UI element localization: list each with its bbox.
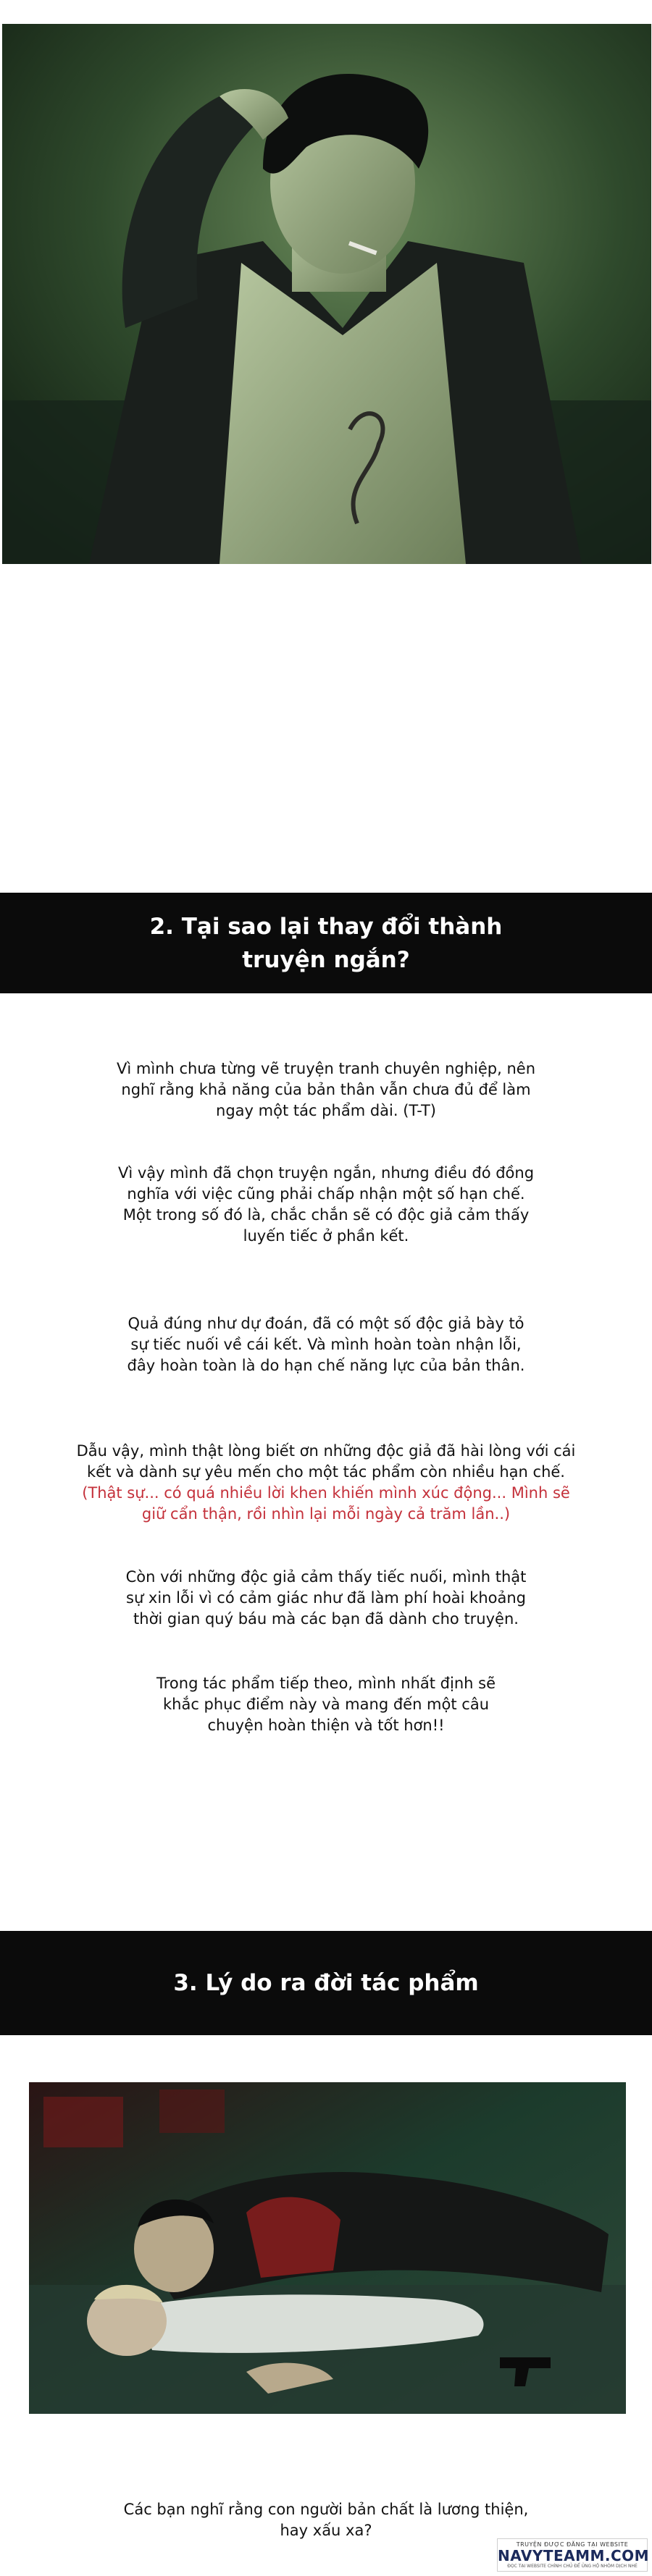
paragraph-line: khắc phục điểm này và mang đến một câu bbox=[162, 1696, 489, 1713]
section-3-banner bbox=[0, 1931, 652, 2035]
comic-panel-two-men-on-floor bbox=[29, 2082, 626, 2414]
paragraph-5-note bbox=[72, 1483, 580, 1525]
paragraph-3 bbox=[87, 1313, 565, 1376]
paragraph-line: nghĩ rằng khả năng của bản thân vẫn chưa đủ để làm bbox=[121, 1081, 531, 1098]
paragraph-line: Còn với những độc giả cảm thấy tiếc nuối, mình thật bbox=[125, 1568, 527, 1586]
site-watermark bbox=[497, 2538, 648, 2572]
paragraph-line: (Thật sự... có quá nhiều lời khen khiến mình xúc động... Mình sẽ bbox=[82, 1484, 570, 1502]
paragraph-line: Một trong số đó là, chắc chắn sẽ có độc giả cảm thấy bbox=[122, 1206, 530, 1224]
watermark-sub-text: ĐỌC TẠI WEBSITE CHÍNH CHỦ ĐỂ ỦNG HỘ NHÓM DỊCH NHÉ bbox=[507, 2564, 638, 2569]
section-2-title-line-1: 2. Tại sao lại thay đổi thành bbox=[149, 913, 503, 940]
section-2-title-line-2: truyện ngắn? bbox=[242, 946, 410, 973]
paragraph-line: Dẫu vậy, mình thật lòng biết ơn những độc giả đã hài lòng với cái bbox=[76, 1442, 576, 1460]
paragraph-7 bbox=[87, 1673, 565, 1736]
paragraph-2 bbox=[87, 1163, 565, 1247]
paragraph-4 bbox=[72, 1441, 580, 1483]
paragraph-line: đây hoàn toàn là do hạn chế năng lực của bản thân. bbox=[127, 1357, 525, 1374]
closing-question bbox=[72, 2499, 580, 2541]
paragraph-line: chuyện hoàn thiện và tốt hơn!! bbox=[207, 1717, 445, 1734]
paragraph-line: Vì mình chưa từng vẽ truyện tranh chuyên nghiệp, nên bbox=[116, 1060, 535, 1077]
paragraph-line: thời gian quý báu mà các bạn đã dành cho truyện. bbox=[133, 1610, 519, 1628]
question-line: hay xấu xa? bbox=[280, 2522, 372, 2539]
section-3-title: 3. Lý do ra đời tác phẩm bbox=[173, 1970, 479, 1996]
paragraph-line: Trong tác phẩm tiếp theo, mình nhất định sẽ bbox=[156, 1675, 496, 1692]
paragraph-1 bbox=[87, 1058, 565, 1121]
watermark-logo-text: NAVYTEAMM.COM bbox=[498, 2547, 650, 2564]
paragraph-line: kết và dành sự yêu mến cho một tác phẩm còn nhiều hạn chế. bbox=[87, 1463, 565, 1481]
paragraph-6 bbox=[87, 1567, 565, 1630]
paragraph-line: ngay một tác phẩm dài. (T-T) bbox=[216, 1102, 436, 1119]
question-line: Các bạn nghĩ rằng con người bản chất là lương thiện, bbox=[123, 2501, 529, 2518]
paragraph-line: nghĩa với việc cũng phải chấp nhận một số hạn chế. bbox=[127, 1185, 525, 1203]
section-2-banner bbox=[0, 893, 652, 993]
paragraph-line: Vì vậy mình đã chọn truyện ngắn, nhưng điều đó đồng bbox=[117, 1164, 535, 1182]
comic-panel-man-smoking bbox=[2, 24, 651, 564]
paragraph-line: sự tiếc nuối về cái kết. Và mình hoàn toàn nhận lỗi, bbox=[130, 1336, 522, 1353]
paragraph-line: sự xin lỗi vì có cảm giác như đã làm phí hoài khoảng bbox=[126, 1589, 526, 1607]
paragraph-line: giữ cẩn thận, rồi nhìn lại mỗi ngày cả trăm lần..) bbox=[141, 1505, 511, 1523]
paragraph-line: luyến tiếc ở phần kết. bbox=[243, 1227, 409, 1245]
paragraph-line: Quả đúng như dự đoán, đã có một số độc giả bày tỏ bbox=[128, 1315, 524, 1332]
watermark-top-text: TRUYỆN ĐƯỢC ĐĂNG TẠI WEBSITE bbox=[516, 2541, 629, 2548]
